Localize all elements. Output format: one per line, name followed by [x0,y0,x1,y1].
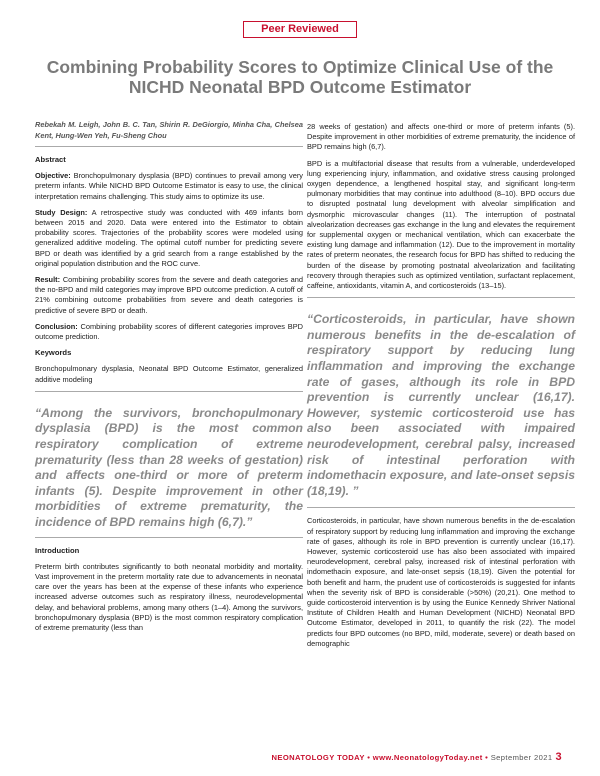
page-number: 3 [555,751,562,763]
footer-separator-2: • [482,753,491,762]
peer-reviewed-badge: Peer Reviewed [243,21,357,38]
abstract-conclusion [35,322,303,342]
right-column [307,122,575,655]
right-paragraph-3: Corticosteroids, in particular, have shown numerous benefits in the de-escalation of respiratory support by reducing lung inflammation and improving the exchange rate of gases, although its role in BPD prevention is currently unclear (16,17). However, systemic corticosteroid use has also been associated with impaired neurodevelopment, cerebral palsy, increased risk of intestinal perforation with indomethacin exposure, and late-onset sepsis (18,19). Given the potential for both benefit and harm, the prudent use of corticosteroids is suggested for infants when the severity risk of BPD is considerable (>50%) (20,21). One method to guide corticosteroid intervention is by using the Eunice Kennedy Shriver National Institute of Children Health and Human Development (NICHD) Neonatal BPD Outcome Estimator, developed in 2011, to quantify the risk (22). The model predicts four BPD outcomes (no BPD, mild, moderate, severe) or death based on demographic [307,516,575,648]
result-text: Combining probability scores from the severe and death categories and the no-BPD and mild categories may improve BPD outcome prediction. A cutoff of 21% combining outcome probabilities from severe and death categories is predictive of severe BPD or death. [35,275,303,315]
article-title: Combining Probability Scores to Optimize Clinical Use of the NICHD Neonatal BPD Outcome Estimator [46,57,554,97]
objective-label: Objective: [35,171,71,181]
footer-date: September 2021 [490,753,553,762]
objective-text: Bronchopulmonary dysplasia (BPD) continues to prevail among very preterm infants. While NICHD BPD Outcome Estimator is easy to use, the clinical interpretation remains challenging. This study aims to optimize its use. [35,171,303,201]
abstract-result [35,275,303,316]
introduction-text: Preterm birth contributes significantly to both neonatal morbidity and mortality. Vast improvement in the preterm mortality rate due to advancements in neonatal care over the years has been at the expense of these infants who experience increased adverse outcomes such as respiratory illness, neurodevelopmental delay, and behavioral problems, among many others (1–4). Among the survivors, bronchopulmonary dysplasia (BPD) is the most common respiratory complication of extreme prematurity (less than [35,561,303,633]
keywords-divider [35,391,303,392]
abstract-design [35,208,303,269]
left-column [35,120,303,639]
footer-separator-1: • [364,753,373,762]
right-paragraph-1: 28 weeks of gestation) and affects one-third or more of preterm infants (5). Despite improvement in other morbidities of extreme prematurity, the incidence of BPD remains high (6,7). [307,122,575,152]
abstract-heading: Abstract [35,155,66,164]
keywords-heading: Keywords [35,348,72,358]
conclusion-text: Combining probability scores of different categories improves BPD outcome prediction. [35,321,303,342]
result-label: Result: [35,275,61,285]
author-list: Rebekah M. Leigh, John B. C. Tan, Shirin R. DeGiorgio, Minha Cha, Chelsea Kent, Hung-Wen Yeh, Fu-Sheng Chou [35,120,303,140]
pullquote-right: “Corticosteroids, in particular, have shown numerous benefits in the de-escalation of respiratory support by reducing lung inflammation and improving the exchange rate of gases, although its role in BPD prevention is currently unclear (16,17). However, systemic corticosteroid use has also been associated with impaired neurodevelopment, cerebral palsy, increased risk of intestinal perforation with indomethacin exposure, and late-onset sepsis (18,19). ” [307,312,575,498]
pullquote-right-bottom-divider [307,507,575,508]
footer-site-link[interactable]: www.NeonatologyToday.net [372,753,483,762]
introduction-heading: Introduction [35,545,80,555]
conclusion-label: Conclusion: [35,321,78,331]
page-footer [0,751,600,763]
design-text: A retrospective study was conducted with 469 infants born between 2015 and 2020. Data were entered into the Estimator to obtain probability scores. Trajectories of the probability scores were modeled using generalized additive modeling. The optimal cutoff number for predicting severe BPD or death was identified by a grid search from a range established by the original population distribution and the ROC curve. [35,207,304,268]
keywords-text: Bronchopulmonary dysplasia, Neonatal BPD Outcome Estimator, generalized additive modeling [35,364,303,384]
pullquote-left: “Among the survivors, bronchopulmonary dysplasia (BPD) is the most common respiratory complication of extreme prematurity (less than 28 weeks of gestation) and affects one-third or more of preterm infants (5). Despite improvement in other morbidities of extreme prematurity, the incidence of BPD remains high (6,7).” [35,405,303,530]
pullquote-right-top-divider [307,297,575,298]
pullquote-divider [35,537,303,538]
footer-brand: NEONATOLOGY TODAY [271,753,365,762]
design-label: Study Design: [35,207,88,217]
abstract-objective [35,171,303,202]
right-paragraph-2: BPD is a multifactorial disease that results from a vulnerable, underdeveloped lung experiencing injury, inflammation, and oxidative stress causing prolonged oxygen dependence, a lengthened hospital stay, and significant long-term pulmonary morbidities that may continue into adulthood (8–10). BPD occurs due to disrupted postnatal lung development with alveolar simplification and dysmorphic microvascular changes (11). The interruption of postnatal alveolarization decreases gas exchange in the lung and elevates the requirement for supplemental oxygen or mechanical ventilation, which can exacerbate the existing lung damage and inflammation (12). Due to the improvement in mortality rates of preterm neonates, the research focus for BPD has shifted to reducing the burden of the disease by promoting postnatal alveolarization and facilitating recovery through therapies such as optimized ventilation, surfactant replacement, caffeine, antioxidants, vitamin A, and corticosteroids (13–15). [307,158,575,291]
author-divider [35,146,303,147]
